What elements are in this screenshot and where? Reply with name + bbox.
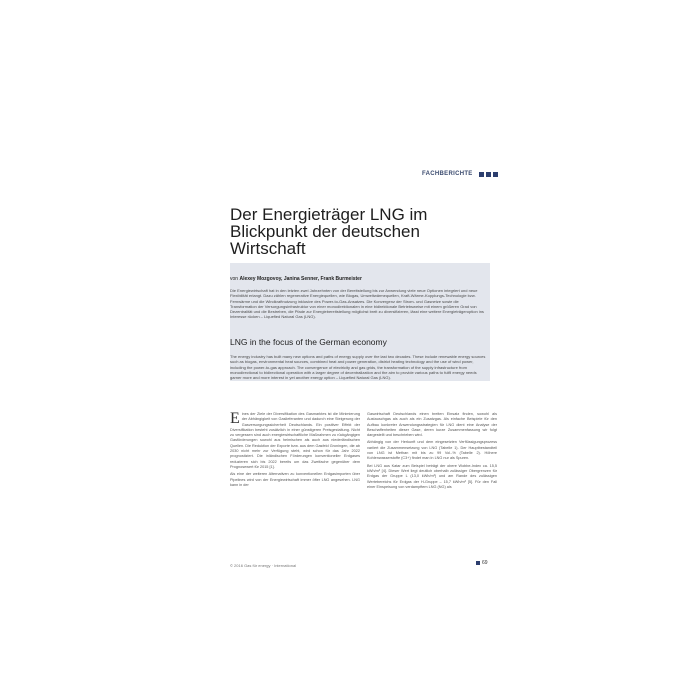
section-header <box>422 168 498 180</box>
section-label: FACHBERICHTE <box>422 171 473 177</box>
section-squares-icon <box>479 172 498 177</box>
english-title: LNG in the focus of the German economy <box>230 337 387 347</box>
body-paragraph: Abhängig von der Herkunft und dem eingesetzten Verflüssigungsprozess variiert die Zusammensetzung von LNG (Tabelle 1). Der Hauptbestandteil von LNG ist Methan mit bis zu 99 Vol.-% (Tabelle 2). Höhere Kohlenwasserstoffe (C3+) findet man in LNG nur als Spuren. <box>367 440 497 461</box>
page-marker-icon <box>476 561 480 565</box>
abstract-english: The energy industry has built many new options and paths of energy supply over the last two decades. These include renewable energy sources such as biogas, environmental heat sources, combined heat and power generation, district heating technology and the use of wind power, including the power-to-gas approach. The convergence of electricity and gas grids, the transformation of the supply infrastructure from monodirectional to bidirectional operation with a larger degree of decentralization and the aim to provide various paths to fulfil energy needs garner more and more interest in yet another energy option – Liquefied Natural Gas (LNG). <box>230 354 486 381</box>
body-paragraph: Bei LNG aus Katar zum Beispiel beträgt der obere Wobbe-Index ca. 15,5 kWh/m³ [4]. Dieser Wert liegt deutlich oberhalb zulässiger Obergrenzen für Erdgas der Gruppe L (13,0 kWh/m³) und am Rande des zulässigen Wertebereichs für Erdgas der H-Gruppe – 15,7 kWh/m³ [5]. Für den Fall einer Einspeisung von verdampftem LNG (NG) als <box>367 463 497 489</box>
body-column-left <box>230 412 360 490</box>
body-paragraph <box>230 412 360 470</box>
body-text: ines der Ziele der Diversifikation des Gasmarktes ist die Minimierung der Abhängigkeit von Gaslieferanten und dadurch eine Steigerung der Gasversorgungssicherheit Deutschlands. Ein positiver Effekt der Diversifikation besteht zusätzlich in einer günstigeren Preisgestaltung. Nicht zu vergessen sind auch energiewirtschaftliche Maßnahmen zu rückgängigen Gasförderungen sowohl aus heimischen als auch aus niederländischen Quellen. Die Reduktion der Exporte bzw. aus dem Gasfeld Groningen, die ab 2030 nicht mehr zur Verfügung steht, wird schon für das Jahr 2022 prognostiziert. Die inländischen Förderungen konventioneller Erdgases reduzieren sich bis 2022 bereits um das Zweifache gegenüber dem Prognosewert für 2015 [1]. <box>230 412 360 469</box>
drop-cap: E <box>230 410 240 427</box>
body-paragraph: Gaswirtschaft Deutschlands einen breiten Einsatz finden, sowohl als Austauschgas als auch als ein Zusatzgas. Als einfache Beispiele für den Aufbau konkreter Anwendungsstrategien für LNG dient eine Analyse der Beschaffenheiten dieser Gase, deren kurze Zusammenfassung wir folgt dargestellt und beschrieben wird. <box>367 412 497 438</box>
byline-prefix: von <box>230 276 240 282</box>
body-paragraph: Als eine der weiteren Alternativen zu konventionellen Erdgasimporten über Pipelines wird von der Energiewirtschaft immer öfter LNG angesehen. LNG kann in der <box>230 472 360 487</box>
byline <box>230 276 485 282</box>
footer-page <box>476 560 488 566</box>
authors: Alexey Mozgovoy, Janina Senner, Frank Burmeister <box>239 276 362 282</box>
abstract-german: Die Energiewirtschaft hat in den letzten zwei Jahrzehnten von der Bereitstellung bis zur Anwendung viele neue Optionen integriert und neue Flexibilität erlangt. Dazu zählen regenerative Energiequellen, wie Biogas, Umweltwärmequellen, Kraft-Wärme-Kopplungs-Technologie bzw. Fernwärme und die Windkraftnutzung inklusive des Power-to-Gas-Ansatzes. Die Konvergenz der Strom- und Gasnetze sowie die Transformation der Versorgungsinfrastruktur von einer monodirektionalen in eine bidirektionale Betriebsweise mit einem größeren Grad von Dezentralität und die Bestreben, die Pfade zur Energiebereitstellung möglichst breit zu diversifizieren, lässt eine weitere Energieträgeroption ins Interesse rücken – Liquefied Natural Gas (LNG). <box>230 288 484 320</box>
footer-copyright: © 2016 Gas für energy · International <box>230 563 297 568</box>
article-title: Der Energieträger LNG im Blickpunkt der deutschen Wirtschaft <box>230 205 428 258</box>
page-number: 69 <box>482 560 488 566</box>
body-column-right <box>367 412 497 492</box>
